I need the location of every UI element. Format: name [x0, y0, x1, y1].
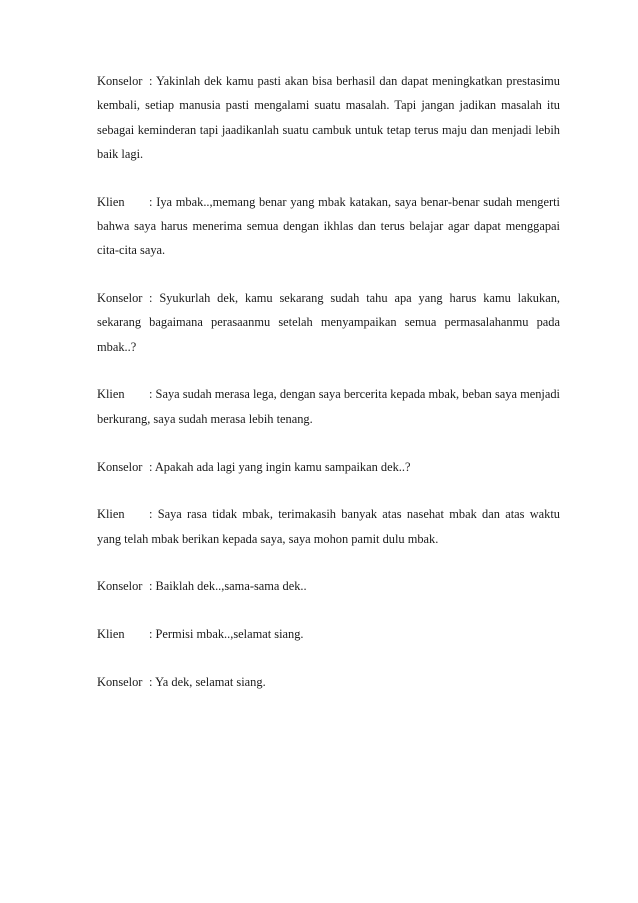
speaker-label: Klien: [97, 387, 125, 402]
dialogue-paragraph: [97, 574, 560, 598]
dialogue-paragraph: [97, 382, 560, 431]
dialogue-paragraph: [97, 622, 560, 646]
speaker-label: Konselor: [97, 74, 143, 88]
speaker-label: Klien: [97, 627, 125, 642]
speaker-label: Klien: [97, 194, 125, 209]
speaker-label: Konselor: [97, 675, 143, 690]
dialogue-text: : Apakah ada lagi yang ingin kamu sampaikan dek..?: [149, 459, 411, 474]
dialogue-text: : Iya mbak..,memang benar yang mbak katakan, saya benar-benar sudah mengerti bahwa saya harus menerima semua dengan ikhlas dan terus belajar agar dapat menggapai cita-cita saya.: [97, 194, 560, 258]
speaker-label: Konselor: [97, 291, 143, 306]
speaker-label: Konselor: [97, 459, 143, 474]
dialogue-body: [97, 69, 560, 718]
dialogue-paragraph: [97, 286, 560, 359]
dialogue-text: : Saya rasa tidak mbak, terimakasih banyak atas nasehat mbak dan atas waktu yang telah mbak berikan kepada saya, saya mohon pamit dulu mbak.: [97, 507, 560, 546]
dialogue-text: : Ya dek, selamat siang.: [149, 675, 266, 690]
speaker-label: Konselor: [97, 579, 143, 594]
dialogue-text: : Yakinlah dek kamu pasti akan bisa berhasil dan dapat meningkatkan prestasimu kembali, setiap manusia pasti mengalami suatu masalah. Tapi jangan jadikan masalah itu sebagai keminderan tapi jaadikanlah suatu cambuk untuk tetap terus maju dan menjadi lebih baik lagi.: [97, 74, 560, 161]
dialogue-text: : Syukurlah dek, kamu sekarang sudah tahu apa yang harus kamu lakukan, sekarang bagaimana perasaanmu setelah menyampaikan semua permasalahanmu pada mbak..?: [97, 291, 560, 354]
dialogue-paragraph: [97, 455, 560, 479]
dialogue-paragraph: [97, 190, 560, 263]
dialogue-paragraph: [97, 69, 560, 166]
dialogue-paragraph: [97, 502, 560, 551]
speaker-label: Klien: [97, 507, 125, 522]
dialogue-text: : Baiklah dek..,sama-sama dek..: [149, 579, 307, 594]
dialogue-paragraph: [97, 670, 560, 694]
dialogue-text: : Permisi mbak..,selamat siang.: [149, 627, 304, 642]
dialogue-text: : Saya sudah merasa lega, dengan saya bercerita kepada mbak, beban saya menjadi berkurang, saya sudah merasa lebih tenang.: [97, 387, 560, 426]
